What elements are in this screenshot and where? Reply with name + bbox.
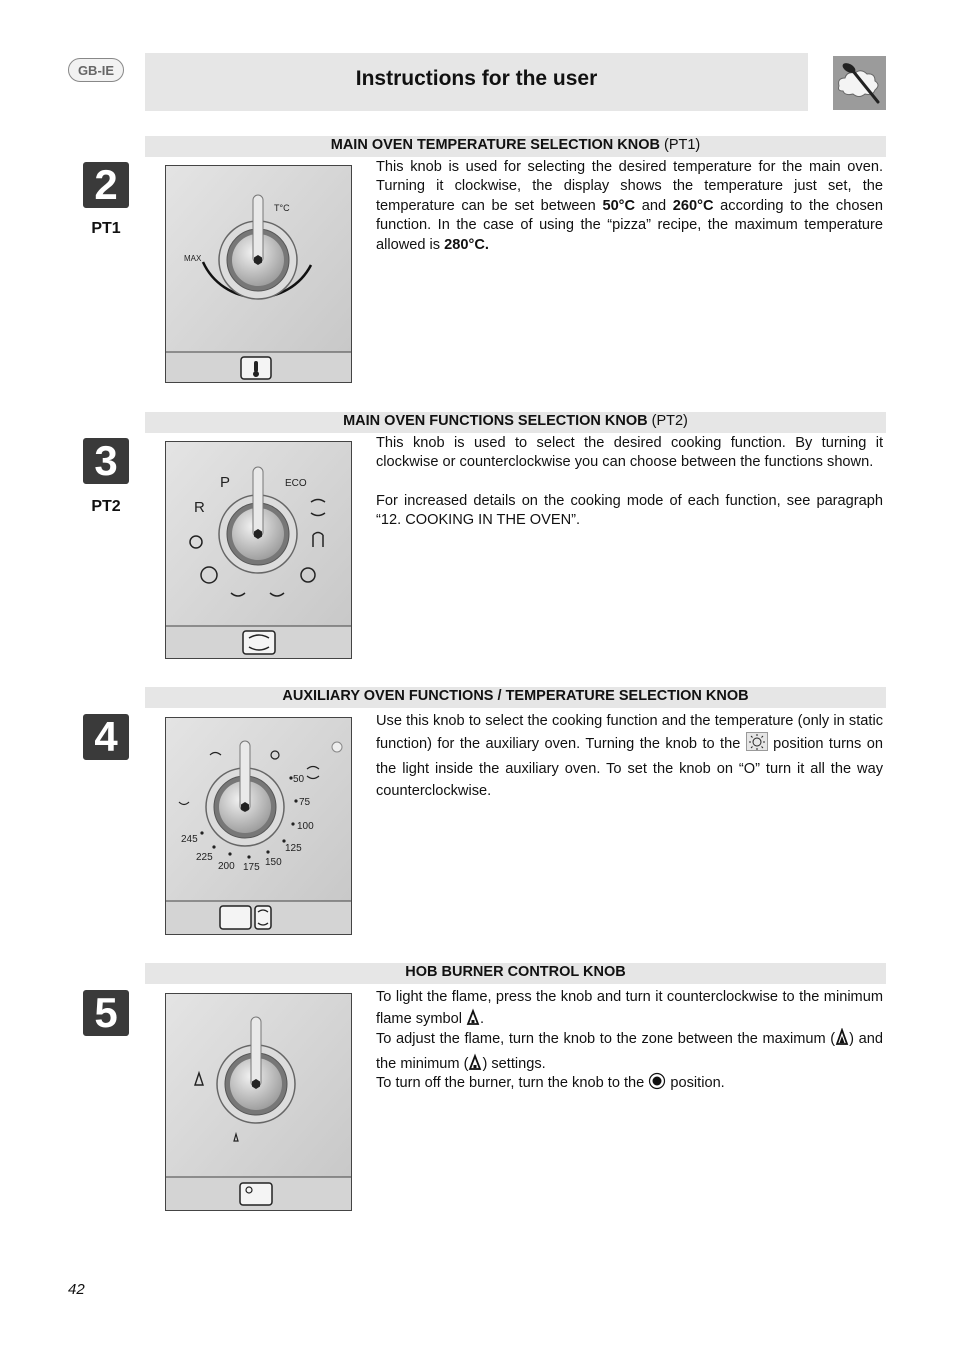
language-badge: GB-IE [68, 58, 124, 82]
section-text-pt2-b: For increased details on the cooking mode of each function, see paragraph “12. COOKING IN THE OVEN”. [376, 493, 883, 529]
temp-label-225: 225 [196, 852, 213, 863]
step-number-5: 5 [83, 990, 129, 1036]
section-text-hob-c: To turn off the burner, turn the knob to the position. [376, 1072, 883, 1097]
temp-label-75: 75 [299, 797, 311, 808]
section-text-hob-a: To light the flame, press the knob and turn it counterclockwise to the minimum flame symbol . [376, 986, 883, 1033]
step-number-4: 4 [83, 714, 129, 760]
oven-functions-icon [243, 631, 275, 654]
knob-label-r: R [194, 499, 205, 516]
temp-label-245: 245 [181, 834, 198, 845]
max-flame-icon [835, 1028, 849, 1053]
section-heading-pt1: MAIN OVEN TEMPERATURE SELECTION KNOB (PT1) [145, 136, 886, 157]
temp-label-200: 200 [218, 861, 235, 872]
auxiliary-knob-illustration [165, 717, 352, 935]
knob-code-pt1: PT1 [91, 220, 121, 237]
light-bulb-icon [746, 732, 768, 758]
section-text-auxiliary: Use this knob to select the cooking function and the temperature (only in static function) for the auxiliary oven. Turning the knob to the position turns on the light inside the auxiliary oven. To set the knob on “O” turn it all the way counterclockwise. [376, 713, 883, 799]
temp-label-50: 50 [293, 774, 305, 785]
section-text-pt2-a: This knob is used to select the desired cooking function. By turning it clockwise or counterclockwise you can choose between the functions shown. [376, 435, 883, 471]
temp-label-175: 175 [243, 862, 260, 873]
step-number-2: 2 [83, 162, 129, 208]
knob-label-max: MAX [184, 254, 202, 263]
burner-icon [240, 1183, 272, 1205]
section-heading-pt2: MAIN OVEN FUNCTIONS SELECTION KNOB (PT2) [145, 412, 886, 433]
off-position-icon [648, 1072, 666, 1097]
section-heading-hob: HOB BURNER CONTROL KNOB [145, 963, 886, 984]
knob-label-eco: ECO [285, 478, 307, 489]
temperature-knob-illustration [165, 165, 352, 383]
thermometer-icon [241, 357, 271, 379]
knob-label-temperature: T°C [274, 203, 290, 213]
page-number: 42 [68, 1281, 85, 1298]
hob-burner-knob-illustration [165, 993, 352, 1211]
functions-knob-illustration [165, 441, 352, 659]
section-heading-auxiliary: AUXILIARY OVEN FUNCTIONS / TEMPERATURE SELECTION KNOB [145, 687, 886, 708]
knob-label-pizza: P [220, 474, 231, 491]
temp-label-125: 125 [285, 843, 302, 854]
section-text-pt1: This knob is used for selecting the desired temperature for the main oven. Turning it clockwise, the display shows the temperature just set, the temperature can be set between 50°C and 260°C according to the chosen function. In the case of using the “pizza” recipe, the maximum temperature allowed is 280°C. [376, 159, 883, 253]
temp-label-100: 100 [297, 821, 314, 832]
page-title: Instructions for the user [145, 53, 808, 111]
knob-code-pt2: PT2 [91, 498, 121, 515]
temp-label-150: 150 [265, 857, 282, 868]
step-number-3: 3 [83, 438, 129, 484]
auxiliary-oven-icon [220, 906, 271, 929]
section-text-hob-b: To adjust the flame, turn the knob to the zone between the maximum ( ) and the minimum ( ) settings. [376, 1028, 883, 1078]
chef-spoon-icon [833, 56, 886, 110]
